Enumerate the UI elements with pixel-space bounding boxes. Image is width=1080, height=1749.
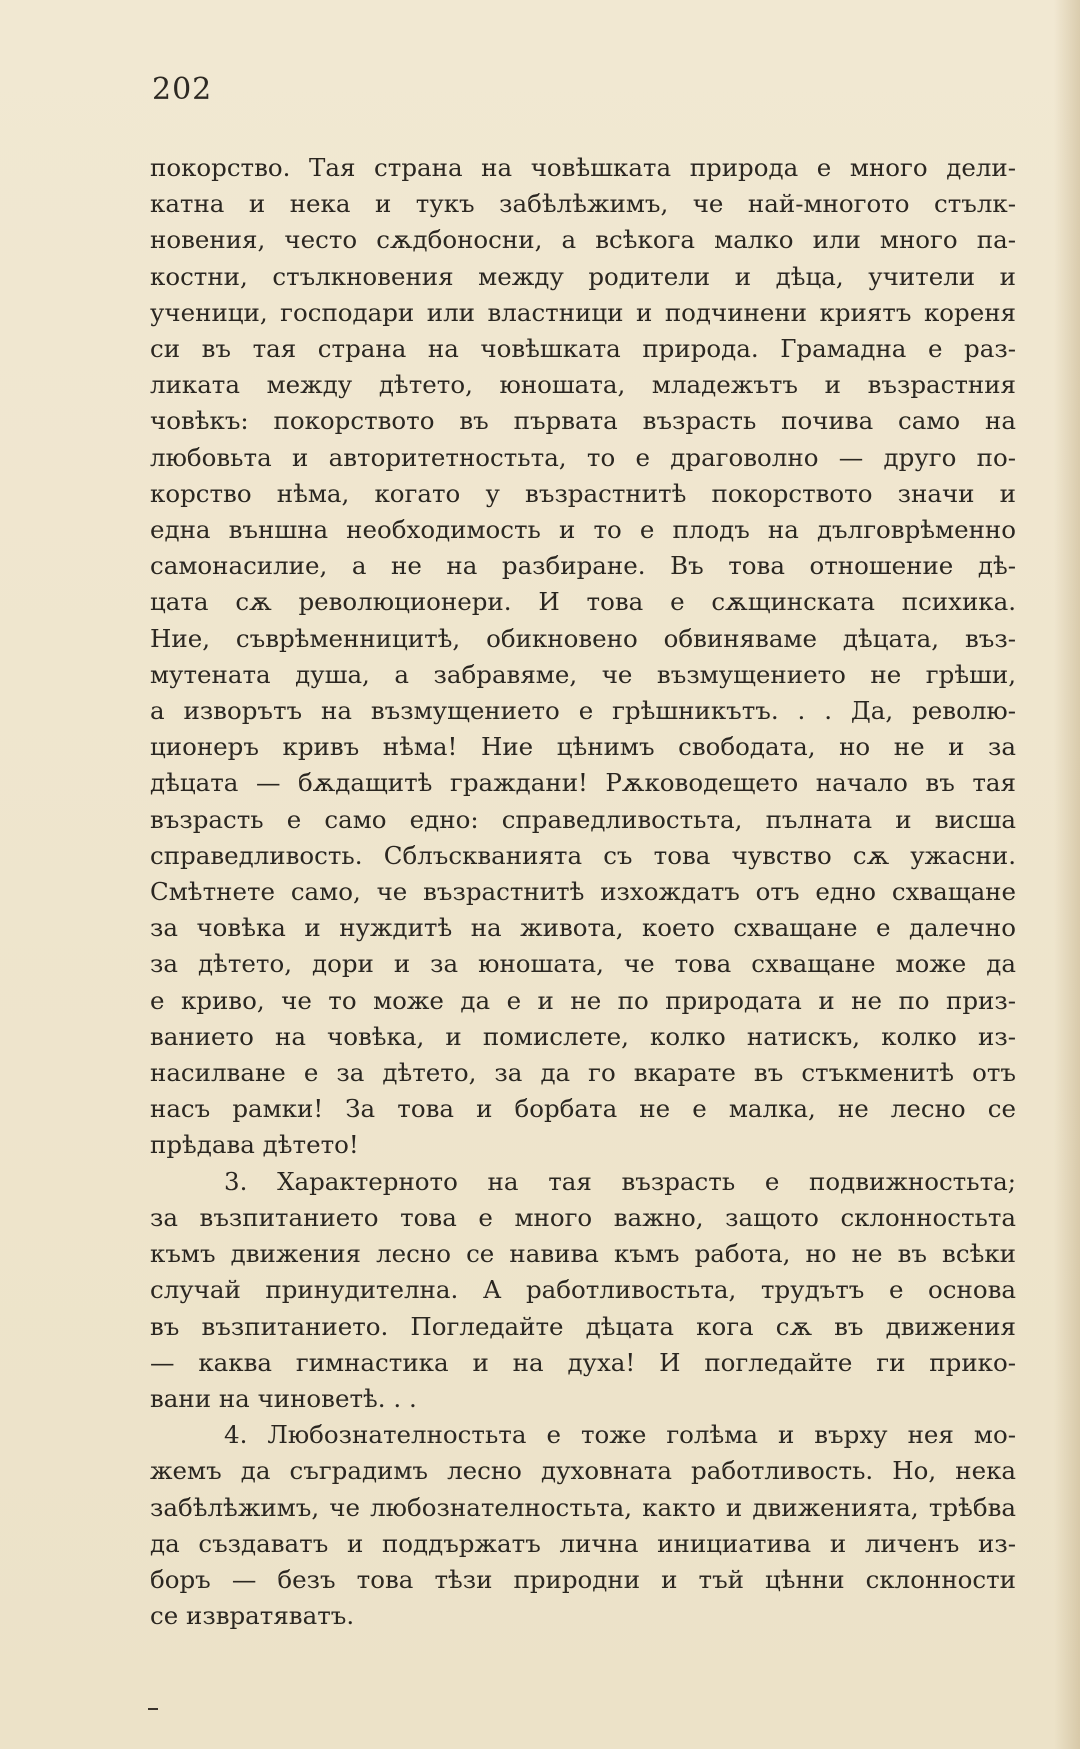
text-line: любовьта и авторитетностьта, то е драговолно — друго по-	[150, 442, 1016, 472]
body-text	[150, 150, 1016, 1634]
text-line: покорство. Тая страна на човѣшката природа е много дели-	[150, 153, 1016, 182]
text-line: ванието на човѣка, и помислете, колко натискъ, колко из-	[150, 1021, 1016, 1051]
text-line: мутената душа, а забравяме, че възмущението не грѣши,	[150, 659, 1016, 689]
page-number: 202	[152, 72, 213, 107]
text-line: 4. Любознателностьта е тоже голѣма и върху нея мо-	[224, 1420, 1016, 1450]
text-line: насъ рамки! За това и борбата не е малка, не лесно се	[150, 1094, 1016, 1124]
paragraph	[150, 1417, 1016, 1634]
text-line: дѣцата — бѫдащитѣ граждани! Рѫководещето начало въ тая	[150, 768, 1016, 798]
text-line: костни, стълкновения между родители и дѣца, учители и	[150, 261, 1016, 291]
text-line: възрасть е само едно: справедливостьта, пълната и висша	[150, 804, 1016, 834]
text-line: забѣлѣжимъ, че любознателностьта, както и движенията, трѣбва	[150, 1492, 1016, 1522]
text-line: си въ тая страна на човѣшката природа. Грамадна е раз-	[150, 334, 1016, 364]
text-line: за дѣтето, дори и за юношата, че това схващане може да	[150, 949, 1016, 979]
text-line: се извратяватъ.	[150, 1601, 355, 1631]
text-line: къмъ движения лесно се навива къмъ работа, но не въ всѣки	[150, 1239, 1016, 1269]
text-line: ученици, господари или властници и подчинени криятъ кореня	[150, 297, 1016, 327]
text-line: — каква гимнастика и на духа! И погледайте ги прико-	[150, 1347, 1016, 1377]
text-line: случай принудителна. А работливостьта, трудътъ е основа	[150, 1275, 1016, 1305]
page-edge-shadow	[1054, 0, 1080, 1749]
text-line: катна и нека и тукъ забѣлѣжимъ, че най-многото стълк-	[150, 189, 1016, 219]
text-line: ликата между дѣтето, юношата, младежътъ и възрастния	[150, 370, 1016, 400]
text-line: жемъ да съградимъ лесно духовната работливость. Но, нека	[150, 1456, 1016, 1486]
paragraph	[150, 1164, 1016, 1417]
text-line: за възпитанието това е много важно, защото склонностьта	[150, 1202, 1016, 1232]
text-line: самонасилие, а не на разбиране. Въ това отношение дѣ-	[150, 551, 1016, 581]
text-line: корство нѣма, когато у възрастнитѣ покорството значи и	[150, 478, 1016, 508]
text-line: въ възпитанието. Погледайте дѣцата кога сѫ въ движения	[150, 1311, 1016, 1341]
text-line: Ние, съврѣменницитѣ, обикновено обвиняваме дѣцата, въз-	[150, 623, 1016, 653]
text-line: вани на чиноветѣ. . .	[150, 1383, 417, 1413]
text-line: 3. Характерното на тая възрасть е подвижностьта;	[224, 1166, 1016, 1196]
text-line: справедливость. Сблъскванията съ това чувство сѫ ужасни.	[150, 840, 1016, 870]
text-line: прѣдава дѣтето!	[150, 1130, 359, 1160]
text-line: новения, често сѫдбоносни, а всѣкога малко или много па-	[150, 225, 1016, 255]
footer-mark	[148, 1708, 158, 1710]
paragraph	[150, 150, 1016, 1164]
text-line: е криво, че то може да е и не по природата и не по приз-	[150, 985, 1016, 1015]
text-line: Смѣтнете само, че възрастнитѣ изхождатъ отъ едно схващане	[150, 877, 1016, 907]
text-line: цата сѫ революционери. И това е сѫщинската психика.	[150, 587, 1016, 617]
text-line: боръ — безъ това тѣзи природни и тъй цѣнни склонности	[150, 1564, 1016, 1594]
text-line: ционеръ кривъ нѣма! Ние цѣнимъ свободата, но не и за	[150, 732, 1016, 762]
text-line: насилване е за дѣтето, за да го вкарате въ стъкменитѣ отъ	[150, 1058, 1016, 1088]
text-line: човѣкъ: покорството въ първата възрасть почива само на	[150, 406, 1016, 436]
text-line: да създаватъ и поддържатъ лична инициатива и личенъ из-	[150, 1528, 1016, 1558]
text-line: една външна необходимость и то е плодъ на дълговрѣменно	[150, 515, 1016, 545]
text-line: а изворътъ на възмущението е грѣшникътъ. . . Да, револю-	[150, 696, 1016, 726]
text-line: за човѣка и нуждитѣ на живота, което схващане е далечно	[150, 913, 1016, 943]
